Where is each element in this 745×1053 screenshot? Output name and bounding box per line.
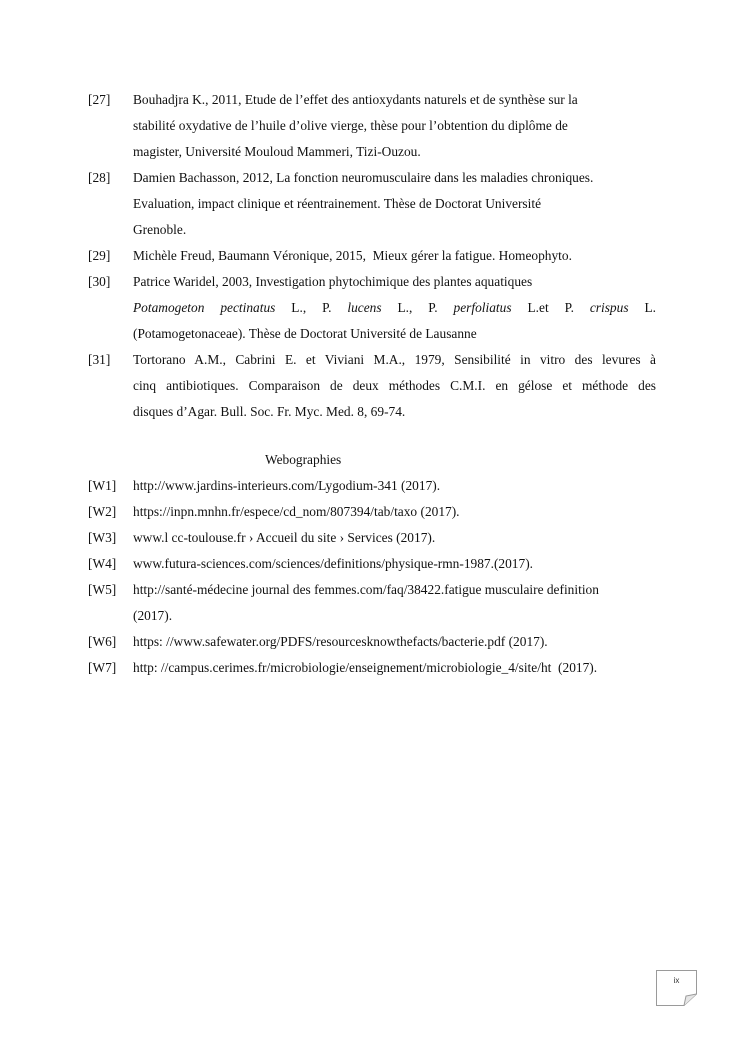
species-name: crispus xyxy=(589,300,629,315)
reference-27 xyxy=(88,87,656,165)
webography-w5 xyxy=(88,577,658,629)
reference-number: [27] xyxy=(88,92,111,107)
webography-number: [W7] xyxy=(88,660,117,675)
webography-number: [W5] xyxy=(88,582,117,597)
webography-list xyxy=(88,473,658,681)
webography-link[interactable]: www.futura-sciences.com/sciences/definitions/physique-rmn-1987.(2017). xyxy=(133,556,533,571)
reference-text: (Potamogetonaceae). Thèse de Doctorat Université de Lausanne xyxy=(133,326,477,341)
webography-w1 xyxy=(88,473,658,499)
webography-link[interactable]: www.l cc-toulouse.fr › Accueil du site › Services (2017). xyxy=(133,530,436,545)
reference-text: Damien Bachasson, 2012, La fonction neuromusculaire dans les maladies chroniques. xyxy=(133,170,594,185)
reference-text: Evaluation, impact clinique et réentrainement. Thèse de Doctorat Université xyxy=(133,196,542,211)
page-number-box xyxy=(656,970,697,1006)
webography-link[interactable]: http://santé-médecine journal des femmes.com/faq/38422.fatigue musculaire definition xyxy=(133,582,599,597)
reference-species-line: Potamogeton pectinatus L., P. lucens L., P. perfoliatus L.et P. crispus L. xyxy=(133,300,656,315)
webography-link-continued: (2017). xyxy=(133,608,173,623)
species-name: perfoliatus xyxy=(453,300,512,315)
webography-w6 xyxy=(88,629,658,655)
webography-link[interactable]: https: //www.safewater.org/PDFS/resourcesknowthefacts/bacterie.pdf (2017). xyxy=(133,634,548,649)
reference-number: [28] xyxy=(88,170,111,185)
page-number: ix xyxy=(673,976,680,985)
webography-link[interactable]: http://www.jardins-interieurs.com/Lygodium-341 (2017). xyxy=(133,478,441,493)
webography-w7 xyxy=(88,655,658,681)
reference-list xyxy=(88,87,656,425)
webography-number: [W2] xyxy=(88,504,117,519)
reference-text: magister, Université Mouloud Mammeri, Tizi-Ouzou. xyxy=(133,144,421,159)
webography-w3 xyxy=(88,525,658,551)
reference-29 xyxy=(88,243,656,269)
reference-number: [29] xyxy=(88,248,111,263)
webography-number: [W1] xyxy=(88,478,117,493)
webography-number: [W6] xyxy=(88,634,117,649)
webography-w4 xyxy=(88,551,658,577)
webography-number: [W3] xyxy=(88,530,117,545)
reference-text: Patrice Waridel, 2003, Investigation phytochimique des plantes aquatiques xyxy=(133,274,533,289)
reference-text: Tortorano A.M., Cabrini E. et Viviani M.A., 1979, Sensibilité in vitro des levures à xyxy=(133,352,656,367)
reference-text: Bouhadjra K., 2011, Etude de l’effet des antioxydants naturels et de synthèse sur la xyxy=(133,92,578,107)
reference-text: Michèle Freud, Baumann Véronique, 2015, Mieux gérer la fatigue. Homeophyto. xyxy=(133,248,572,263)
reference-text: Grenoble. xyxy=(133,222,187,237)
species-name: lucens xyxy=(347,300,382,315)
reference-number: [31] xyxy=(88,352,111,367)
reference-number: [30] xyxy=(88,274,111,289)
webography-link[interactable]: https://inpn.mnhn.fr/espece/cd_nom/807394/tab/taxo (2017). xyxy=(133,504,460,519)
reference-31 xyxy=(88,347,656,425)
reference-text: cinq antibiotiques. Comparaison de deux méthodes C.M.I. en gélose et méthode des xyxy=(133,378,656,393)
reference-30 xyxy=(88,269,656,347)
reference-text: disques d’Agar. Bull. Soc. Fr. Myc. Med. 8, 69-74. xyxy=(133,404,406,419)
reference-28 xyxy=(88,165,656,243)
species-name: Potamogeton pectinatus xyxy=(133,300,276,315)
reference-text: stabilité oxydative de l’huile d’olive vierge, thèse pour l’obtention du diplôme de xyxy=(133,118,568,133)
webographies-title: Webographies xyxy=(265,452,342,467)
webography-number: [W4] xyxy=(88,556,117,571)
webography-link[interactable]: http: //campus.cerimes.fr/microbiologie/enseignement/microbiologie_4/site/ht (2017). xyxy=(133,660,598,675)
webography-w2 xyxy=(88,499,658,525)
